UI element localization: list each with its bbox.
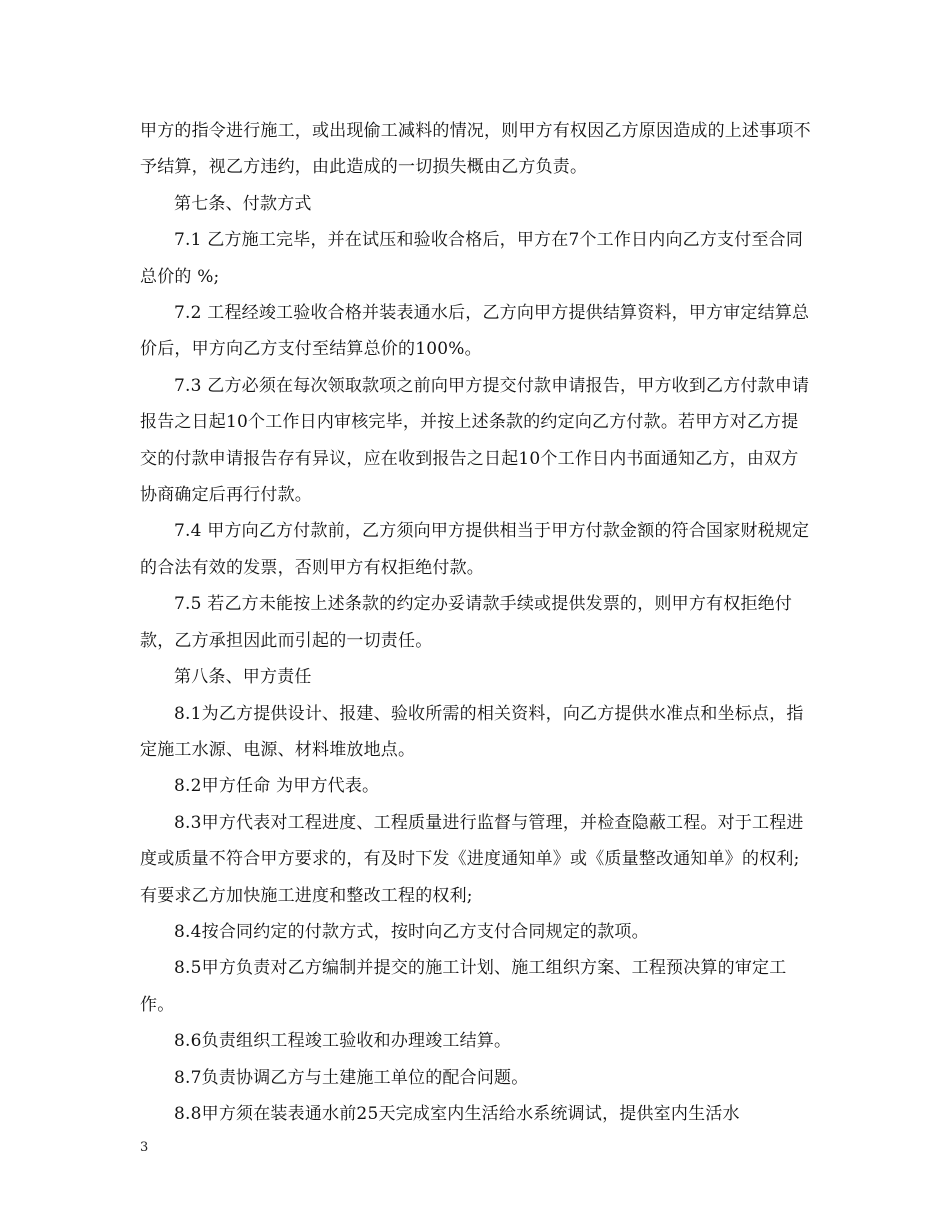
document-body [140, 113, 812, 1132]
clause-paragraph: 7.3 乙方必须在每次领取款项之前向甲方提交付款申请报告，甲方收到乙方付款申请报告之日起10个工作日内审核完毕，并按上述条款的约定向乙方付款。若甲方对乙方提交的付款申请报告存有异议，应在收到报告之日起10个工作日内书面通知乙方，由双方协商确定后再行付款。 [140, 375, 810, 506]
clause-paragraph: 8.1为乙方提供设计、报建、验收所需的相关资料，向乙方提供水准点和坐标点，指定施工水源、电源、材料堆放地点。 [140, 703, 804, 760]
clause-paragraph: 8.8甲方须在装表通水前25天完成室内生活给水系统调试，提供室内生活水 [174, 1103, 740, 1124]
clause-paragraph: 7.5 若乙方未能按上述条款的约定办妥请款手续或提供发票的，则甲方有权拒绝付款，乙方承担因此而引起的一切责任。 [140, 594, 793, 651]
clause-paragraph: 7.2 工程经竣工验收合格并装表通水后，乙方向甲方提供结算资料，甲方审定结算总价后，甲方向乙方支付至结算总价的100%。 [140, 303, 810, 360]
clause-paragraph: 8.3甲方代表对工程进度、工程质量进行监督与管理，并检查隐蔽工程。对于工程进度或质量不符合甲方要求的，有及时下发《进度通知单》或《质量整改通知单》的权利;有要求乙方加快施工进度和整改工程的权利; [140, 812, 804, 906]
clause-paragraph: 7.4 甲方向乙方付款前，乙方须向甲方提供相当于甲方付款金额的符合国家财税规定的合法有效的发票，否则甲方有权拒绝付款。 [140, 521, 810, 578]
section-heading: 第七条、付款方式 [174, 193, 312, 214]
clause-paragraph: 8.2甲方任命 为甲方代表。 [174, 776, 380, 797]
clause-paragraph: 8.5甲方负责对乙方编制并提交的施工计划、施工组织方案、工程预决算的审定工作。 [140, 958, 787, 1015]
page-number: 3 [140, 1140, 149, 1155]
clause-paragraph: 8.6负责组织工程竣工验收和办理竣工结算。 [174, 1031, 512, 1052]
paragraph: 甲方的指令进行施工，或出现偷工减料的情况，则甲方有权因乙方原因造成的上述事项不予结算，视乙方违约，由此造成的一切损失概由乙方负责。 [140, 121, 811, 178]
section-heading: 第八条、甲方责任 [174, 667, 312, 688]
clause-paragraph: 7.1 乙方施工完毕，并在试压和验收合格后，甲方在7个工作日内向乙方支付至合同总价的 %; [140, 230, 804, 287]
clause-paragraph: 8.7负责协调乙方与土建施工单位的配合问题。 [174, 1067, 529, 1088]
clause-paragraph: 8.4按合同约定的付款方式，按时向乙方支付合同规定的款项。 [174, 921, 649, 942]
